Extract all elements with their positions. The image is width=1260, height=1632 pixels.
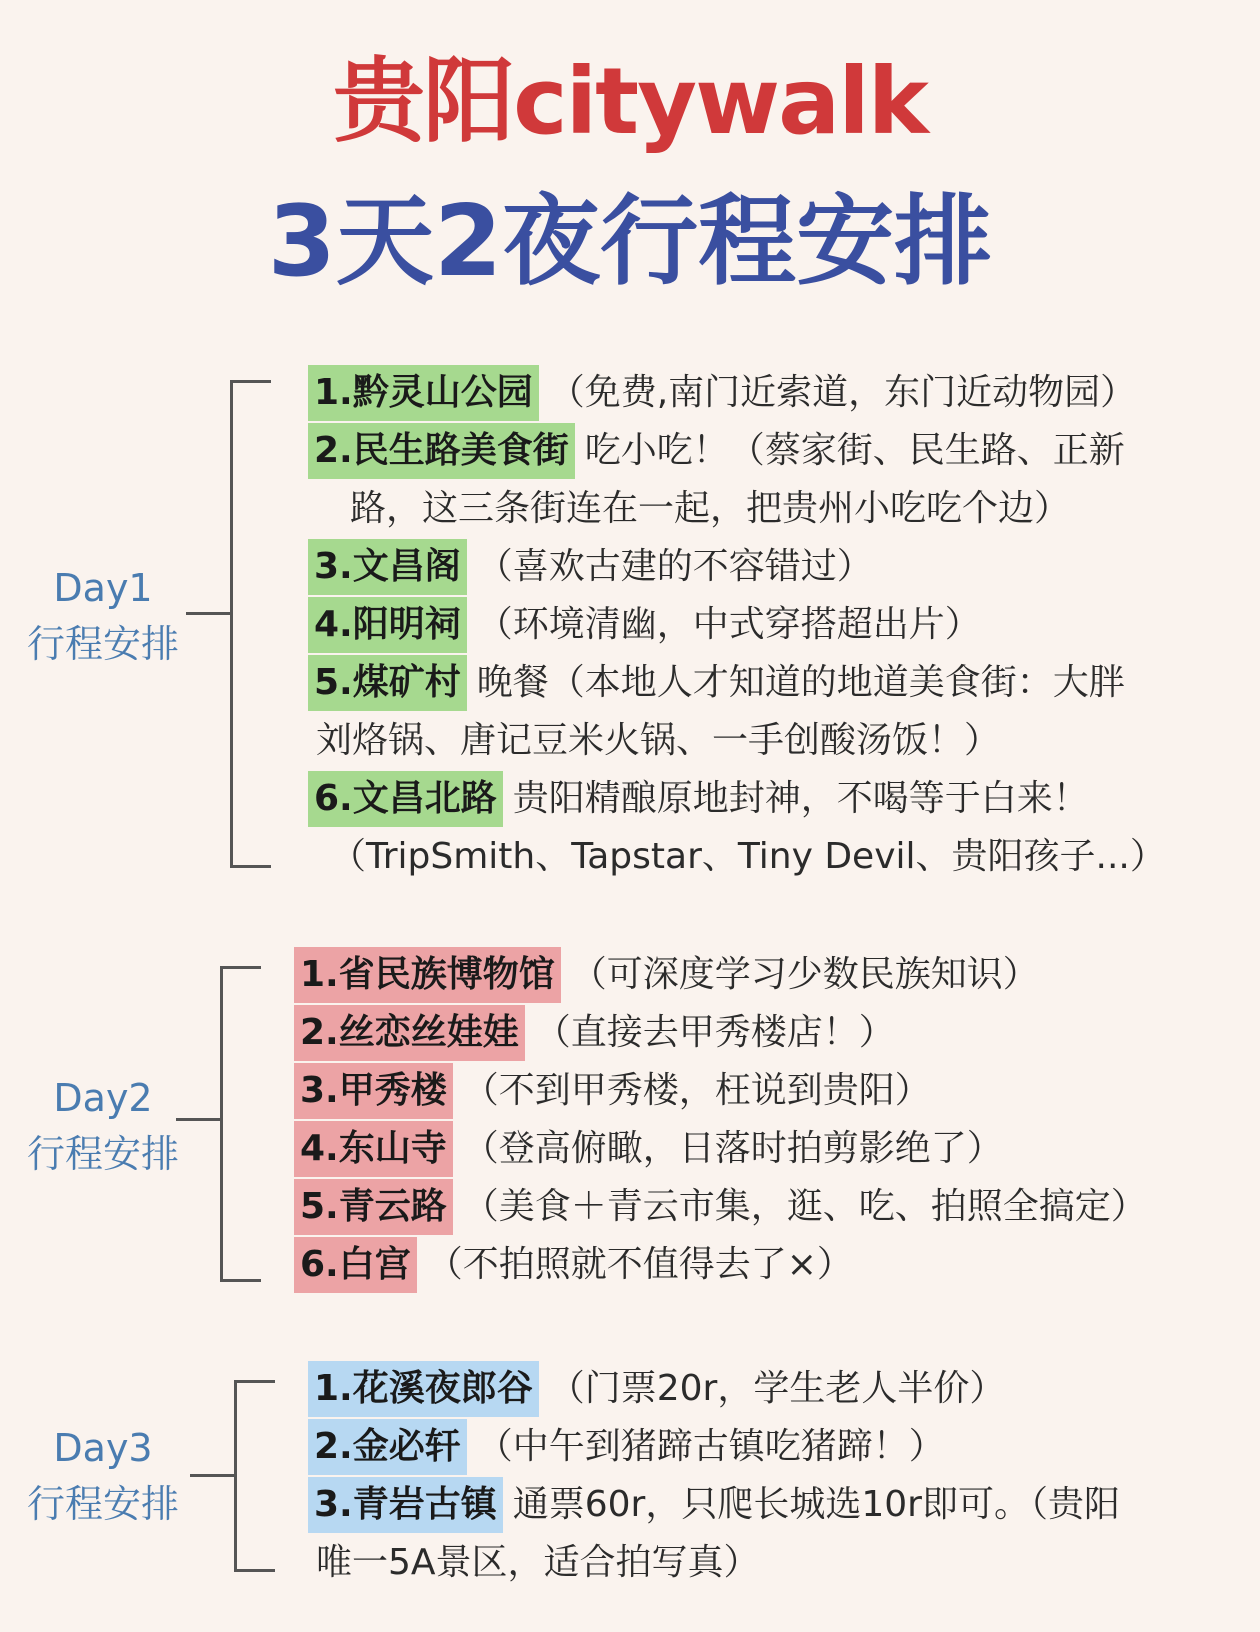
day1-item-5-desc: 晚餐（本地人才知道的地道美食街：大胖 (476, 662, 1125, 703)
day3-item-2-desc: （中午到猪蹄古镇吃猪蹄！） (476, 1426, 945, 1467)
day1-bracket (230, 380, 271, 868)
day2-item-3-desc: （不到甲秀楼，枉说到贵阳） (462, 1070, 931, 1111)
day3-item-3-desc: 通票60r，只爬长城选10r即可。（贵阳 (512, 1484, 1120, 1525)
day1-item-6-name: 6.文昌北路 (308, 771, 503, 827)
day1-item-6 (308, 770, 1089, 828)
day2-bracket (220, 966, 261, 1282)
day2-label (8, 1070, 198, 1182)
day1-item-3 (308, 538, 873, 596)
day2-item-3 (294, 1062, 931, 1120)
day3-subtitle: 行程安排 (26, 1482, 179, 1526)
day3-item-2 (308, 1418, 945, 1476)
day1-item-3-name: 3.文昌阁 (308, 539, 467, 595)
day1-label (8, 560, 198, 672)
day1-title: Day1 (53, 566, 153, 610)
day2-item-1 (294, 946, 1039, 1004)
day2-item-2 (294, 1004, 895, 1062)
day3-bracket (234, 1380, 275, 1572)
day1-item-5-desc-cont: 刘烙锅、唐记豆米火锅、一手创酸汤饭！） (316, 720, 1001, 761)
day2-item-6-name: 6.白宫 (294, 1237, 417, 1293)
day3-item-1-name: 1.花溪夜郎谷 (308, 1361, 539, 1417)
day1-item-4-desc: （环境清幽，中式穿搭超出片） (476, 604, 981, 645)
day1-item-4-name: 4.阳明祠 (308, 597, 467, 653)
day2-item-2-desc: （直接去甲秀楼店！） (534, 1012, 895, 1053)
day1-item-4 (308, 596, 981, 654)
day1-item-2-desc: 吃小吃！（蔡家街、民生路、正新 (584, 430, 1125, 471)
day3-item-3-name: 3.青岩古镇 (308, 1477, 503, 1533)
day2-item-5 (294, 1178, 1147, 1236)
day3-item-3 (308, 1476, 1120, 1534)
day2-item-6-desc: （不拍照就不值得去了×） (426, 1244, 853, 1285)
day1-item-5-name: 5.煤矿村 (308, 655, 467, 711)
page-subtitle: 3天2夜行程安排 (267, 185, 993, 299)
day1-item-5 (308, 654, 1125, 712)
day2-title: Day2 (53, 1076, 153, 1120)
day2-item-4 (294, 1120, 1003, 1178)
day2-item-4-desc: （登高俯瞰，日落时拍剪影绝了） (462, 1128, 1003, 1169)
day1-item-1-desc: （免费,南门近索道，东门近动物园） (548, 372, 1137, 413)
day1-item-2 (308, 422, 1125, 480)
day2-item-1-desc: （可深度学习少数民族知识） (570, 954, 1039, 995)
day3-item-1-desc: （门票20r，学生老人半价） (548, 1368, 1006, 1409)
day2-item-2-name: 2.丝恋丝娃娃 (294, 1005, 525, 1061)
day3-item-2-name: 2.金必轩 (308, 1419, 467, 1475)
day3-label (8, 1420, 198, 1532)
day3-item-1 (308, 1360, 1005, 1418)
day3-title: Day3 (53, 1426, 153, 1470)
day1-item-2-name: 2.民生路美食街 (308, 423, 575, 479)
page-title: 贵阳citywalk (333, 48, 927, 155)
day1-item-2-desc-cont: 路，这三条街连在一起，把贵州小吃吃个边） (350, 488, 1071, 529)
day1-item-3-desc: （喜欢古建的不容错过） (476, 546, 873, 587)
day1-item-1 (308, 364, 1136, 422)
day2-bracket-stem (176, 1118, 220, 1121)
day2-item-1-name: 1.省民族博物馆 (294, 947, 561, 1003)
day2-item-4-name: 4.东山寺 (294, 1121, 453, 1177)
day2-item-6 (294, 1236, 853, 1294)
day1-item-6-desc-cont: （TripSmith、Tapstar、Tiny Devil、贵阳孩子...） (330, 836, 1166, 877)
day1-bracket-stem (186, 612, 230, 615)
day1-subtitle: 行程安排 (26, 622, 179, 666)
day2-item-5-desc: （美食＋青云市集，逛、吃、拍照全搞定） (462, 1186, 1147, 1227)
day2-subtitle: 行程安排 (26, 1132, 179, 1176)
day3-item-3-desc-cont: 唯一5A景区，适合拍写真） (316, 1542, 760, 1583)
day1-item-1-name: 1.黔灵山公园 (308, 365, 539, 421)
day1-item-6-desc: 贵阳精酿原地封神，不喝等于白来！ (512, 778, 1089, 819)
day2-item-5-name: 5.青云路 (294, 1179, 453, 1235)
day3-bracket-stem (190, 1474, 234, 1477)
day2-item-3-name: 3.甲秀楼 (294, 1063, 453, 1119)
